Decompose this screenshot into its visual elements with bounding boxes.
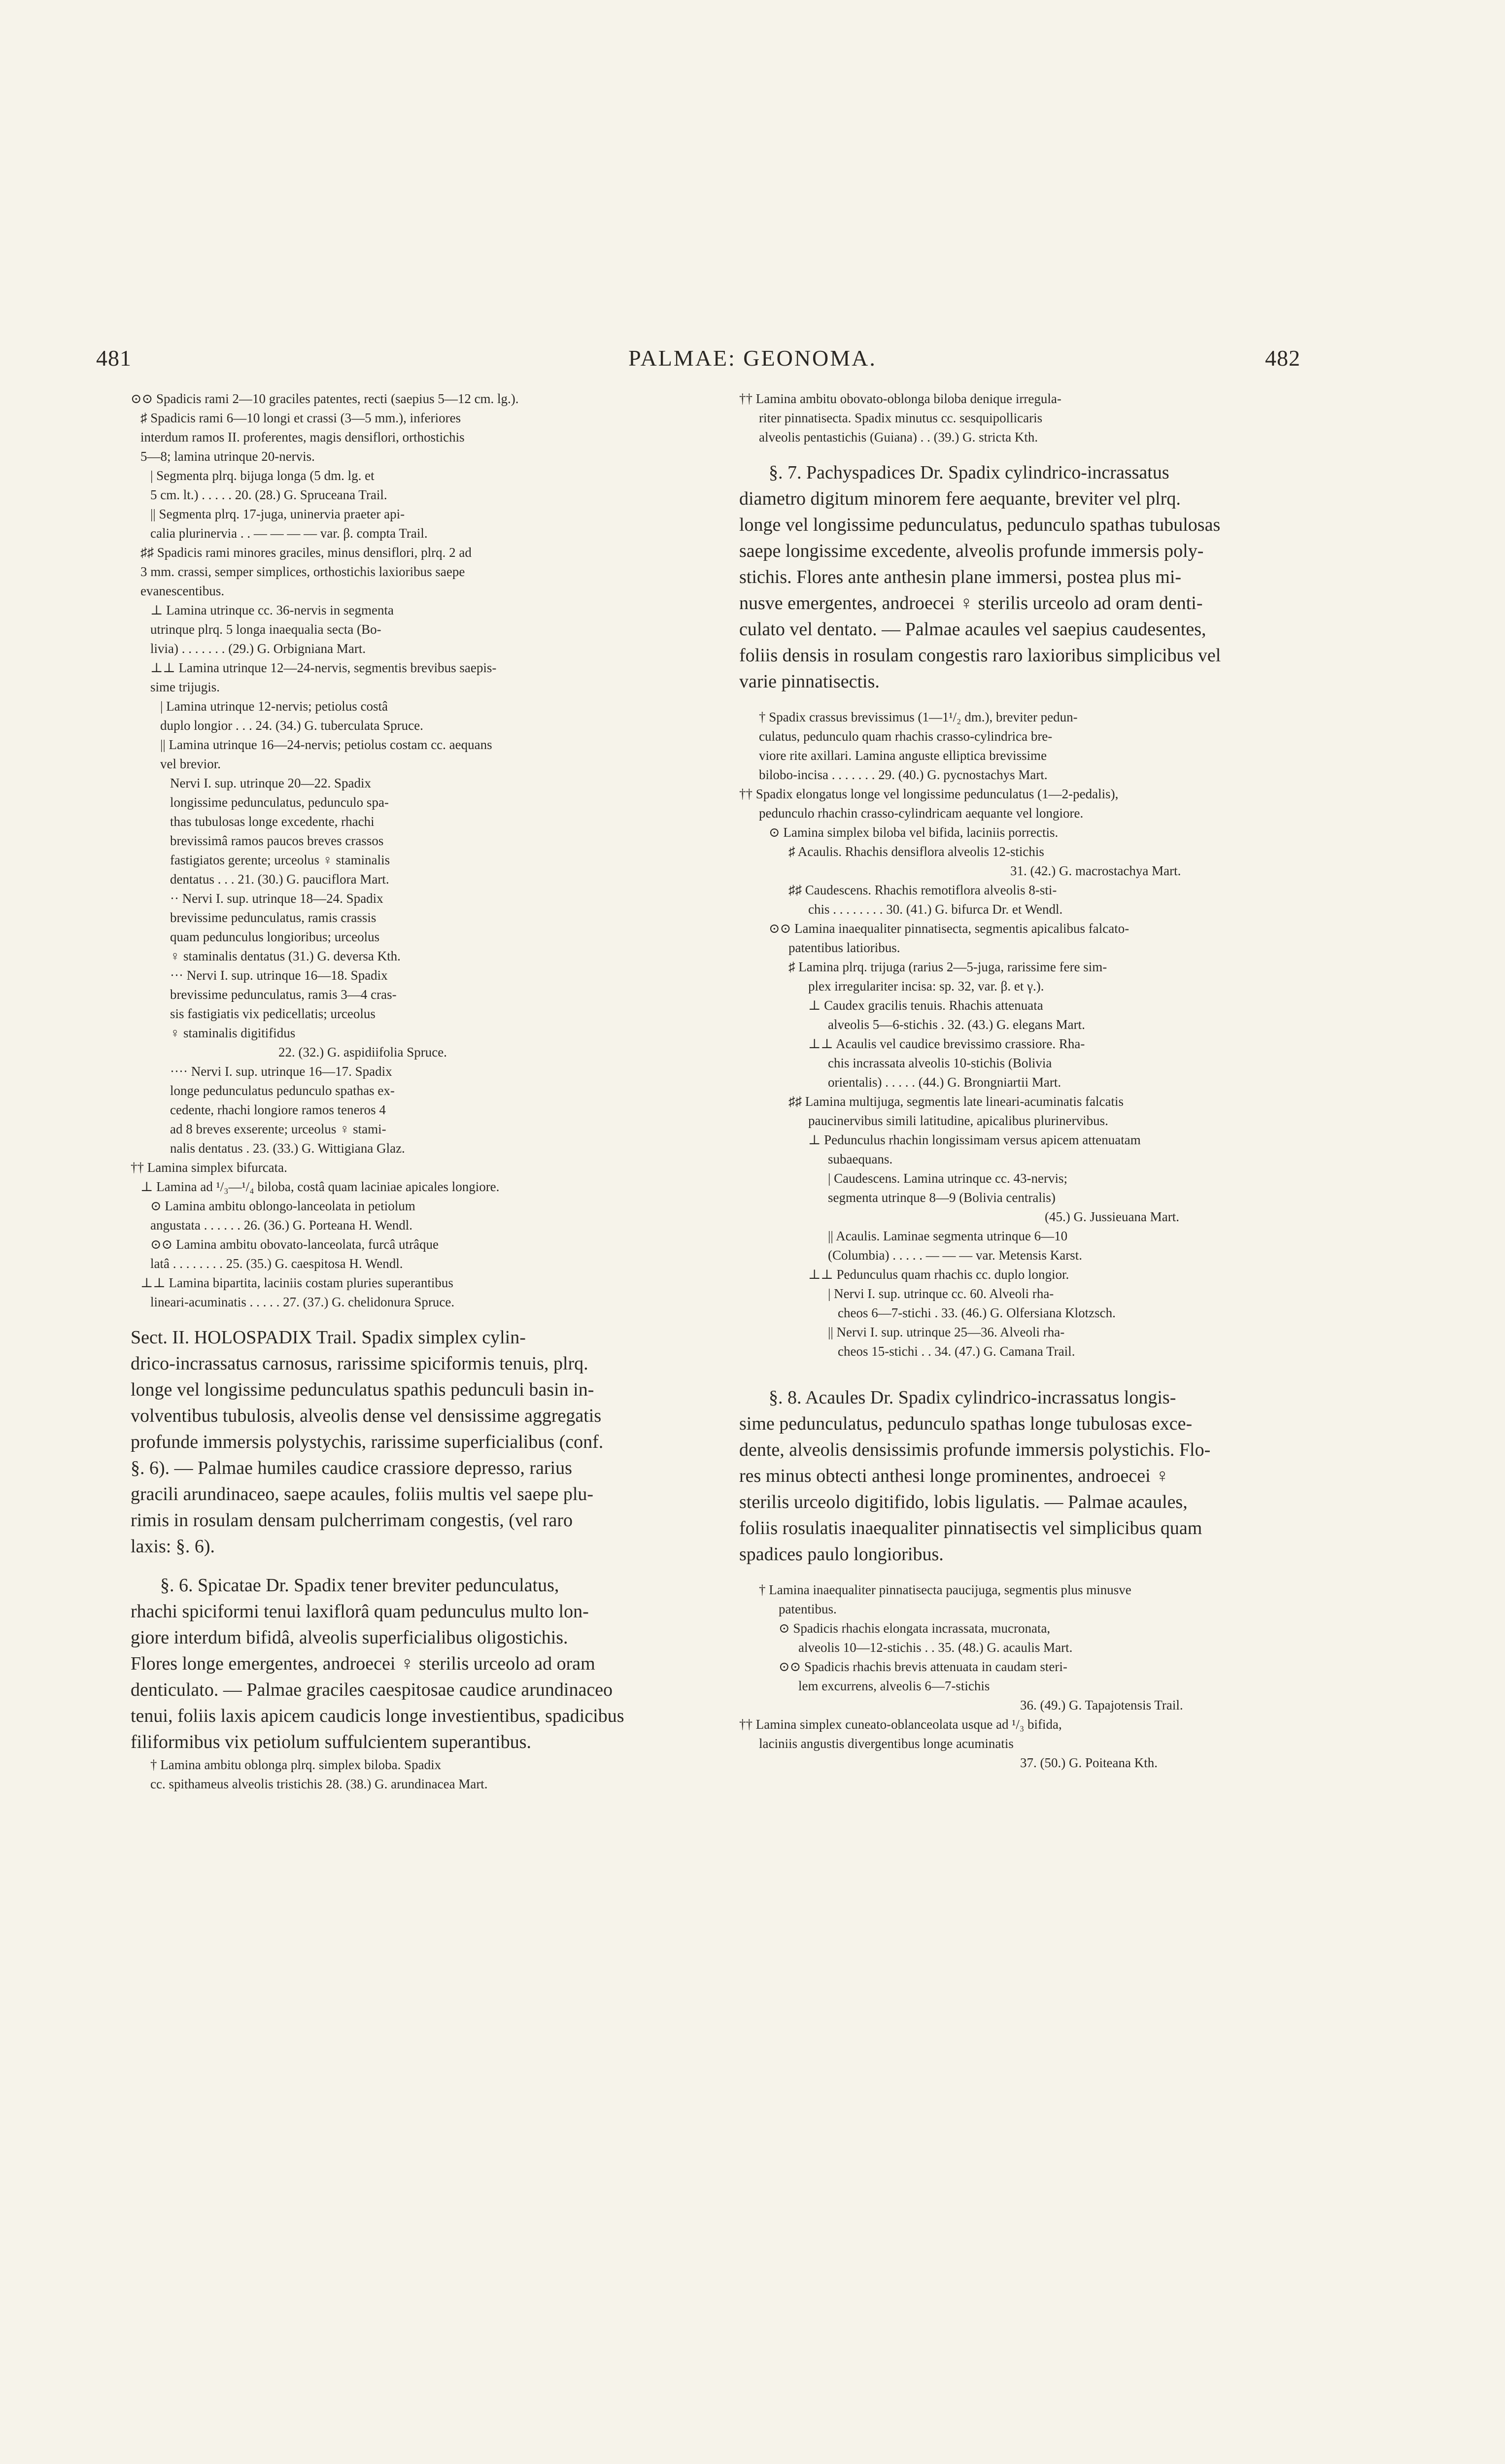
text-line: patentibus latioribus. [788,940,900,955]
text-line: ♀ staminalis dentatus (31.) G. deversa Kth. [170,949,401,963]
text-line: denticulato. — Palmae graciles caespitosae caudice arundinaceo [131,1679,613,1700]
text-line: †† Lamina ambitu obovato-oblonga biloba denique irregula- [739,391,1061,406]
text-line: angustata . . . . . . 26. (36.) G. Porteana H. Wendl. [150,1218,412,1232]
text-line: †† Spadix elongatus longe vel longissime pedunculatus (1—2-pedalis), [739,787,1119,801]
text-line: ⊙ Lamina ambitu oblongo-lanceolata in petiolum [150,1198,415,1213]
right-column [739,389,1311,1773]
text-line: latâ . . . . . . . . 25. (35.) G. caespitosa H. Wendl. [150,1256,403,1271]
text-line: Flores longe emergentes, androecei ♀ sterilis urceolo ad oram [131,1653,595,1674]
text-line: §. 6). — Palmae humiles caudice crassiore depresso, rarius [131,1458,572,1478]
text-line: 36. (49.) G. Tapajotensis Trail. [1020,1698,1183,1712]
text-line: 5 cm. lt.) . . . . . 20. (28.) G. Spruceana Trail. [150,487,387,502]
text-line: ⊙ Lamina simplex biloba vel bifida, laciniis porrectis. [769,825,1059,840]
text-line: cc. spithameus alveolis tristichis 28. (38.) G. arundinacea Mart. [150,1777,488,1791]
text-line: 5—8; lamina utrinque 20-nervis. [140,449,315,464]
text-line: evanescentibus. [140,583,225,598]
text-line: giore interdum bifidâ, alveolis superficialibus oligostichis. [131,1627,568,1648]
text-line: lem excurrens, alveolis 6—7-stichis [798,1678,990,1693]
text-line: sterilis urceolo digitifido, lobis ligulatis. — Palmae acaules, [739,1492,1188,1512]
text-line: plex irregulariter incisa: sp. 32, var. β. et γ.). [808,979,1044,993]
text-line: subaequans. [828,1152,893,1166]
text-line: segmenta utrinque 8—9 (Bolivia centralis) [828,1190,1056,1205]
text-line: calia plurinervia . . — — — — var. β. compta Trail. [150,526,428,541]
text-line: volventibus tubulosis, alveolis dense vel densissime aggregatis [131,1405,602,1426]
text-line: laxis: §. 6). [131,1536,215,1557]
text-line: (45.) G. Jussieuana Mart. [1045,1209,1179,1224]
text-line: ⊥⊥ Pedunculus quam rhachis cc. duplo longior. [808,1267,1069,1282]
text-line: | Lamina utrinque 12-nervis; petiolus costâ [160,699,388,714]
text-line: ⊙⊙ Spadicis rhachis brevis attenuata in caudam steri- [779,1659,1067,1674]
text-line: stichis. Flores ante anthesin plane immersi, postea plus mi- [739,567,1182,587]
text-line: ♀ staminalis digitifidus [170,1026,296,1040]
page-number-right: 482 [1265,345,1300,371]
text-line: 22. (32.) G. aspidiifolia Spruce. [278,1045,447,1060]
text-line: ⊥ Pedunculus rhachin longissimam versus apicem attenuatam [808,1132,1141,1147]
text-line: 31. (42.) G. macrostachya Mart. [1010,863,1181,878]
text-line: chis . . . . . . . . 30. (41.) G. bifurca Dr. et Wendl. [808,902,1063,917]
text-line: † Lamina inaequaliter pinnatisecta paucijuga, segmentis plus minusve [759,1582,1131,1597]
text-line: cheos 6—7-stichi . 33. (46.) G. Olfersiana Klotzsch. [838,1305,1116,1320]
text-line: duplo longior . . . 24. (34.) G. tuberculata Spruce. [160,718,423,733]
text-line: ⊙⊙ Spadicis rami 2—10 graciles patentes, recti (saepius 5—12 cm. lg.). [131,391,519,406]
text-line: ⊥ Lamina ad ¹/₃—¹/₄ biloba, costâ quam laciniae apicales longiore. [140,1179,500,1194]
text-line: || Nervi I. sup. utrinque 25—36. Alveoli rha- [828,1325,1065,1339]
text-line: 3 mm. crassi, semper simplices, orthostichis laxioribus saepe [140,564,465,579]
left-column [131,389,683,1794]
text-line: cheos 15-stichi . . 34. (47.) G. Camana Trail. [838,1344,1075,1359]
page-number-left: 481 [96,345,132,371]
text-line: ♯♯ Lamina multijuga, segmentis late lineari-acuminatis falcatis [788,1094,1124,1109]
text-line: §. 8. Acaules Dr. Spadix cylindrico-incrassatus longis- [769,1387,1176,1408]
text-line: filiformibus vix petiolum suffulcientem superantibus. [131,1732,532,1752]
text-line: orientalis) . . . . . (44.) G. Brongniartii Mart. [828,1075,1061,1090]
text-line: † Lamina ambitu oblonga plrq. simplex biloba. Spadix [150,1757,442,1772]
text-line: alveolis 5—6-stichis . 32. (43.) G. elegans Mart. [828,1017,1085,1032]
text-line: cedente, rhachi longiore ramos teneros 4 [170,1102,386,1117]
text-line: chis incrassata alveolis 10-stichis (Bolivia [828,1056,1052,1070]
text-line: profunde immersis polystychis, rarissime superficialibus (conf. [131,1432,604,1452]
text-line: sime trijugis. [150,680,220,694]
text-line: ⊥ Lamina utrinque cc. 36-nervis in segmenta [150,603,394,617]
text-line: | Caudescens. Lamina utrinque cc. 43-nervis; [828,1171,1067,1186]
text-line: ♯ Lamina plrq. trijuga (rarius 2—5-juga, rarissime fere sim- [788,959,1107,974]
text-line: ⊙ Spadicis rhachis elongata incrassata, mucronata, [779,1621,1051,1636]
text-line: vel brevior. [160,756,221,771]
text-line: bilobo-incisa . . . . . . . 29. (40.) G. pycnostachys Mart. [759,767,1048,782]
text-line: | Segmenta plrq. bijuga longa (5 dm. lg. et [150,468,375,483]
text-line: tenui, foliis laxis apicem caudicis longe investientibus, spadicibus [131,1706,624,1726]
text-line: brevissimâ ramos paucos breves crassos [170,833,384,848]
text-line: rhachi spiciformi tenui laxiflorâ quam pedunculus multo lon- [131,1601,589,1622]
text-line: rimis in rosulam densam pulcherrimam congestis, (vel raro [131,1510,573,1531]
text-line: ⊥⊥ Lamina bipartita, laciniis costam pluries superantibus [140,1275,453,1290]
text-line: viore rite axillari. Lamina anguste elliptica brevissime [759,748,1047,763]
text-line: spadices paulo longioribus. [739,1544,944,1565]
text-line: ···· Nervi I. sup. utrinque 16—17. Spadix [170,1064,392,1079]
text-line: diametro digitum minorem fere aequante, breviter vel plrq. [739,488,1181,509]
text-line: fastigiatos gerente; urceolus ♀ staminalis [170,853,390,867]
text-line: culato vel dentato. — Palmae acaules vel saepius caudesentes, [739,619,1206,640]
text-line: sime pedunculatus, pedunculo spathas longe tubulosas exce- [739,1413,1193,1434]
text-line: longe vel longissime pedunculatus, pedunculo spathas tubulosas [739,514,1221,535]
text-line: †† Lamina simplex bifurcata. [131,1160,287,1175]
text-line: drico-incrassatus carnosus, rarissime spiciformis tenuis, plrq. [131,1353,588,1374]
text-line: brevissime pedunculatus, ramis 3—4 cras- [170,987,397,1002]
text-line: varie pinnatisectis. [739,671,880,692]
text-line: ⊥⊥ Lamina utrinque 12—24-nervis, segmentis brevibus saepis- [150,660,497,675]
text-line: longissime pedunculatus, pedunculo spa- [170,795,389,810]
text-line: ♯♯ Caudescens. Rhachis remotiflora alveolis 8-sti- [788,883,1057,897]
text-line: foliis densis in rosulam congestis raro laxioribus simplicibus vel [739,645,1221,666]
text-line: culatus, pedunculo quam rhachis crasso-cylindrica bre- [759,729,1053,744]
text-line: ⊙⊙ Lamina ambitu obovato-lanceolata, furcâ utrâque [150,1237,439,1252]
text-line: foliis rosulatis inaequaliter pinnatisectis vel simplicibus quam [739,1518,1202,1539]
text-line: longe pedunculatus pedunculo spathas ex- [170,1083,395,1098]
text-line: ⊥⊥ Acaulis vel caudice brevissimo crassiore. Rha- [808,1036,1085,1051]
text-line: quam pedunculus longioribus; urceolus [170,929,380,944]
text-line: | Nervi I. sup. utrinque cc. 60. Alveoli rha- [828,1286,1054,1301]
text-line: †† Lamina simplex cuneato-oblanceolata usque ad ¹/₃ bifida, [739,1717,1062,1732]
text-line: nusve emergentes, androecei ♀ sterilis urceolo ad oram denti- [739,593,1203,614]
text-line: ·· Nervi I. sup. utrinque 18—24. Spadix [170,891,383,906]
text-line: alveolis pentastichis (Guiana) . . (39.) G. stricta Kth. [759,430,1038,445]
text-line: utrinque plrq. 5 longa inaequalia secta (Bo- [150,622,381,637]
text-line: ♯ Spadicis rami 6—10 longi et crassi (3—5 mm.), inferiores [140,411,461,425]
text-line: Sect. II. HOLOSPADIX Trail. Spadix simplex cylin- [131,1327,526,1348]
text-line: patentibus. [779,1602,837,1616]
text-line: §. 6. Spicatae Dr. Spadix tener breviter pedunculatus, [160,1575,559,1596]
text-line: † Spadix crassus brevissimus (1—1¹/₂ dm.), breviter pedun- [759,710,1078,724]
text-line: dentatus . . . 21. (30.) G. pauciflora Mart. [170,872,389,887]
text-line: dente, alveolis densissimis profunde immersis polystichis. Flo- [739,1439,1211,1460]
text-line: brevissime pedunculatus, ramis crassis [170,910,376,925]
text-line: ♯♯ Spadicis rami minores graciles, minus densiflori, plrq. 2 ad [140,545,472,560]
text-line: riter pinnatisecta. Spadix minutus cc. sesquipollicaris [759,411,1043,425]
text-line: res minus obtecti anthesi longe prominentes, androecei ♀ [739,1466,1169,1486]
text-line: laciniis angustis divergentibus longe acuminatis [759,1736,1014,1751]
text-line: thas tubulosas longe excedente, rhachi [170,814,375,829]
text-line: ··· Nervi I. sup. utrinque 16—18. Spadix [170,968,388,983]
text-line: ⊙⊙ Lamina inaequaliter pinnatisecta, segmentis apicalibus falcato- [769,921,1129,936]
text-line: 37. (50.) G. Poiteana Kth. [1020,1755,1158,1770]
text-line: interdum ramos II. proferentes, magis densiflori, orthostichis [140,430,465,445]
text-line: lineari-acuminatis . . . . . 27. (37.) G. chelidonura Spruce. [150,1295,455,1309]
running-title: PALMAE: GEONOMA. [628,345,877,371]
text-line: alveolis 10—12-stichis . . 35. (48.) G. acaulis Mart. [798,1640,1073,1655]
text-line: nalis dentatus . 23. (33.) G. Wittigiana Glaz. [170,1141,405,1156]
text-line: longe vel longissime pedunculatus spathis pedunculi basin in- [131,1379,594,1400]
text-line: §. 7. Pachyspadices Dr. Spadix cylindrico-incrassatus [769,462,1169,483]
text-line: livia) . . . . . . . (29.) G. Orbigniana Mart. [150,641,366,656]
text-line: gracili arundinaceo, saepe acaules, foliis multis vel saepe plu- [131,1484,594,1505]
text-line: Nervi I. sup. utrinque 20—22. Spadix [170,776,371,790]
text-line: ⊥ Caudex gracilis tenuis. Rhachis attenuata [808,998,1043,1013]
text-line: || Lamina utrinque 16—24-nervis; petiolus costam cc. aequans [160,737,492,752]
text-line: saepe longissime excedente, alveolis profunde immersis poly- [739,541,1204,561]
text-line: || Segmenta plrq. 17-juga, uninervia praeter api- [150,507,405,521]
text-line: paucinervibus simili latitudine, apicalibus plurinervibus. [808,1113,1108,1128]
text-line: || Acaulis. Laminae segmenta utrinque 6—10 [828,1229,1068,1243]
text-line: (Columbia) . . . . . — — — var. Metensis Karst. [828,1248,1082,1263]
text-line: ad 8 breves exserente; urceolus ♀ stami- [170,1122,386,1136]
text-line: sis fastigiatis vix pedicellatis; urceolus [170,1006,376,1021]
text-line: ♯ Acaulis. Rhachis densiflora alveolis 12-stichis [788,844,1044,859]
text-line: pedunculo rhachin crasso-cylindricam aequante vel longiore. [759,806,1084,821]
